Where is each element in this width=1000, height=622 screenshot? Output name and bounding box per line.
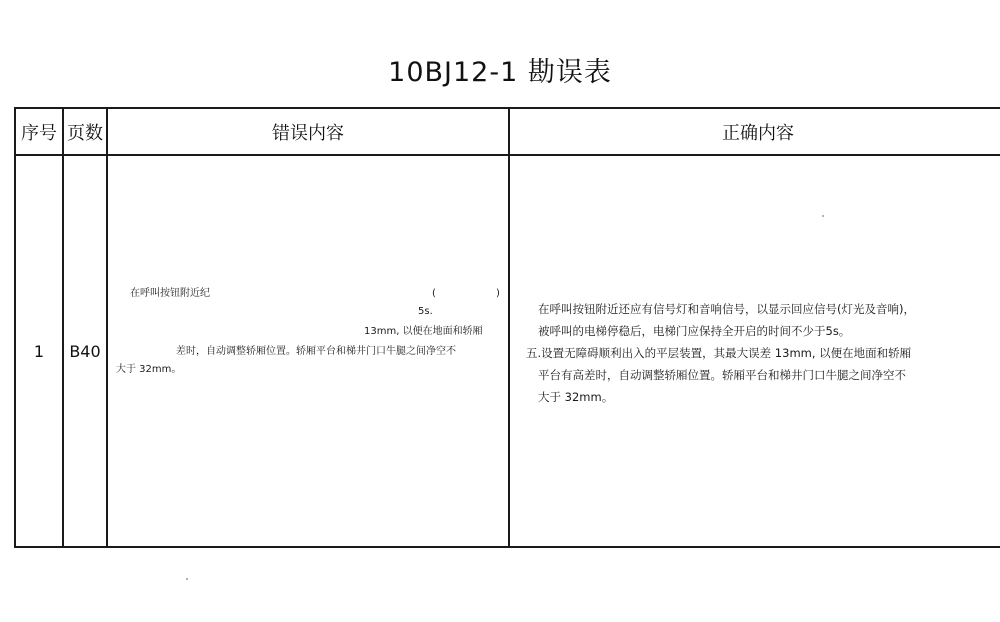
correct-content-text <box>526 298 996 408</box>
correct-line-1: 在呼叫按钮附近还应有信号灯和音响信号，以显示回应信号(灯光及音响)， <box>538 302 915 316</box>
correct-line-5: 大于 32mm。 <box>538 390 614 404</box>
correct-line-3: 五.设置无障碍顺利出入的平层装置，其最大误差 13mm, 以便在地面和轿厢 <box>526 346 912 360</box>
table-row <box>15 155 1000 547</box>
scan-speck <box>822 215 824 217</box>
wrong-paren-open: ( <box>432 288 436 299</box>
correct-line-4: 平台有高差时，自动调整轿厢位置。轿厢平台和梯井门口牛腿之间净空不 <box>538 368 906 382</box>
wrong-line-5: 大于 32mm。 <box>116 364 182 375</box>
correct-content-cell <box>509 155 1000 547</box>
header-wrong-content: 错误内容 <box>107 108 509 155</box>
header-correct-content: 正确内容 <box>509 108 1000 155</box>
header-row <box>15 108 1000 155</box>
header-page: 页数 <box>63 108 107 155</box>
wrong-content-cell <box>107 155 509 547</box>
scan-speck <box>186 578 188 580</box>
row-page: B40 <box>63 155 107 547</box>
wrong-line-1: 在呼叫按钮附近纪 <box>130 288 210 299</box>
errata-table <box>14 107 1000 548</box>
wrong-line-4: 差时，自动调整轿厢位置。轿厢平台和梯井门口牛腿之间净空不 <box>176 346 456 357</box>
correct-line-2: 被呼叫的电梯停稳后，电梯门应保持全开启的时间不少于5s。 <box>538 324 851 338</box>
row-seq: 1 <box>15 155 63 547</box>
header-seq: 序号 <box>15 108 63 155</box>
page-title: 10BJ12-1 勘误表 <box>388 57 612 88</box>
wrong-line-3: 13mm, 以便在地面和轿厢 <box>364 326 483 337</box>
wrong-line-2: 5s. <box>418 306 433 317</box>
wrong-paren-close: ) <box>496 288 500 299</box>
